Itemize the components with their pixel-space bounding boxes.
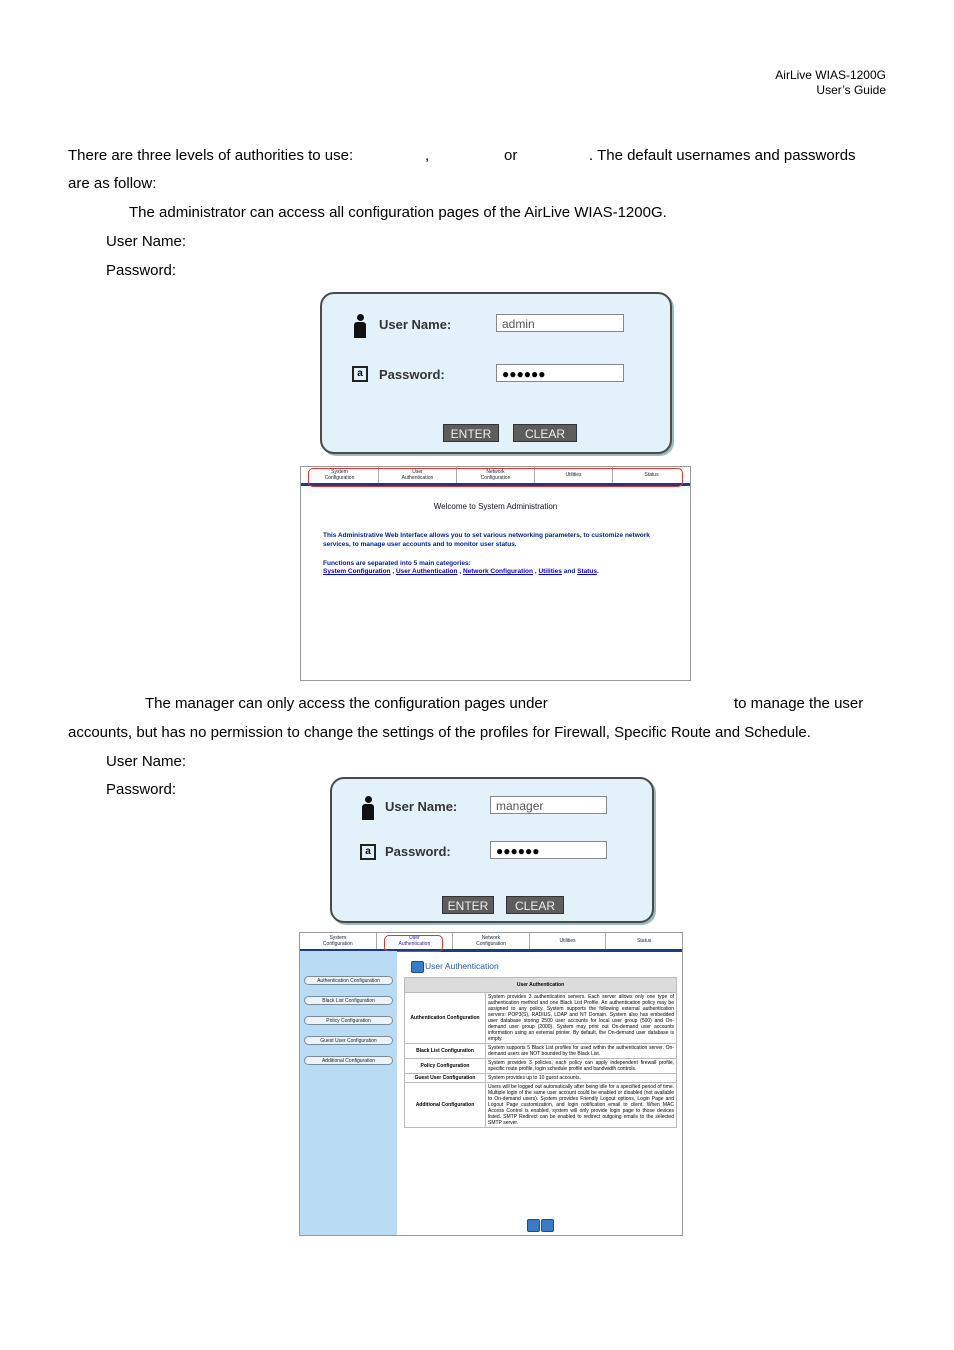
row-value: System supports 5 Black List profiles for used within the authentication server. On-demand users are NOT bounded by the Black List.	[486, 1044, 677, 1059]
welcome-p2: Functions are separated into 5 main categories:	[323, 560, 471, 567]
manager-pass-label: Password:	[106, 781, 177, 798]
user-icon	[362, 796, 374, 820]
nav-highlight	[308, 468, 683, 487]
password-icon: a	[352, 366, 368, 382]
ua-table	[404, 977, 677, 1128]
ua-table-title: User Authentication	[405, 978, 677, 993]
nav-status[interactable]: Status	[644, 472, 659, 478]
user-authentication-icon	[411, 961, 424, 973]
admin-pass-label: Password:	[106, 262, 177, 279]
link-network-configuration[interactable]: Network Configuration	[462, 568, 533, 575]
top-icon[interactable]	[541, 1219, 554, 1232]
sidebar-authentication-configuration[interactable]: Authentication Configuration	[304, 976, 393, 985]
sidebar-policy-configuration[interactable]: Policy Configuration	[304, 1016, 393, 1025]
home-icon[interactable]	[527, 1219, 540, 1232]
intro-line1-a: There are three levels of authorities to use:	[68, 147, 354, 164]
manager-desc-line2: accounts, but has no permission to change the settings of the profiles for Firewall, Specific Route and Schedule.	[68, 724, 811, 741]
nav-user-authentication[interactable]: User Authentication	[379, 467, 457, 483]
row-value: System provides up to 10 guest accounts.	[486, 1074, 677, 1083]
clear-button[interactable]: CLEAR	[513, 424, 577, 442]
table-row	[405, 1044, 677, 1059]
table-row	[405, 993, 677, 1044]
welcome-p1: This Administrative Web Interface allows you to set various networking parameters, to customize network services, to manage user accounts and to monitor user status.	[323, 532, 650, 548]
manager-desc-a: The manager can only access the configuration pages under	[145, 695, 548, 712]
login-user-label: User Name:	[379, 317, 452, 332]
user-icon	[354, 314, 366, 338]
nav-utilities[interactable]: Utilities	[530, 933, 607, 949]
nav-status[interactable]: Status	[637, 938, 652, 944]
intro-line1-b: ,	[425, 147, 430, 164]
nav-user-authentication[interactable]: User Authentication	[377, 933, 454, 949]
enter-button[interactable]: ENTER	[443, 424, 499, 442]
intro-line1-c: or	[504, 147, 518, 164]
header-product: AirLive WIAS-1200G	[775, 68, 886, 82]
row-key: Black List Configuration	[405, 1044, 486, 1059]
login-pass-input[interactable]: ●●●●●●	[496, 364, 624, 382]
nav-system-configuration[interactable]: System Configuration	[300, 933, 377, 949]
nav-highlight	[384, 935, 443, 952]
nav-network-configuration[interactable]: Network Configuration	[453, 933, 530, 949]
welcome-title: Welcome to System Administration	[433, 502, 558, 511]
nav-utilities[interactable]: Utilities	[535, 467, 613, 483]
row-value: System provides 3 policies, each policy can apply independent firewall profile, specific route profile, login schedule profile and bandwidth controls.	[486, 1059, 677, 1074]
manager-login-panel	[330, 777, 654, 923]
login-user-input[interactable]: admin	[496, 314, 624, 332]
admin-desc: The administrator can access all configuration pages of the AirLive WIAS-1200G.	[129, 204, 667, 221]
manager-desc-b: to manage the user	[734, 695, 864, 712]
intro-line2: are as follow:	[68, 175, 157, 192]
link-status[interactable]: Status	[577, 568, 597, 575]
header-guide: User’s Guide	[816, 83, 886, 97]
user-authentication-frame	[299, 932, 683, 1236]
table-row	[405, 1059, 677, 1074]
nav-bar	[300, 933, 682, 952]
nav-network-configuration[interactable]: Network Configuration	[457, 467, 535, 483]
sidebar-guest-user-configuration[interactable]: Guest User Configuration	[304, 1036, 393, 1045]
table-row	[405, 1083, 677, 1128]
sidebar-additional-configuration[interactable]: Additional Configuration	[304, 1056, 393, 1065]
row-value: Users will be logged out automatically after being idle for a specified period of time. Multiple login of the same user account could be enabled or disabled (not available to On-demand users). System provides Friendly Logout options, Login Page and Logout Page customization, and login notification email to client. When MAC Access Control is enabled, system will only provide login page to those devices listed. SMTP Redirect can be enabled to redirect outgoing emails to the selected SMTP server.	[486, 1083, 677, 1128]
table-row	[405, 1074, 677, 1083]
login-pass-label: Password:	[379, 367, 445, 382]
ua-heading: User Authentication	[425, 961, 499, 971]
link-user-authentication[interactable]: User Authentication	[395, 568, 458, 575]
row-key: Policy Configuration	[405, 1059, 486, 1074]
login-user-label: User Name:	[385, 799, 458, 814]
nav-system-configuration[interactable]: System Configuration	[301, 467, 379, 483]
row-key: Additional Configuration	[405, 1083, 486, 1128]
admin-login-panel	[320, 292, 672, 454]
clear-button[interactable]: CLEAR	[506, 896, 564, 914]
login-user-input[interactable]: manager	[490, 796, 607, 814]
row-key: Guest User Configuration	[405, 1074, 486, 1083]
enter-button[interactable]: ENTER	[442, 896, 494, 914]
sidebar-black-list-configuration[interactable]: Black List Configuration	[304, 996, 393, 1005]
link-utilities[interactable]: Utilities	[538, 568, 562, 575]
admin-welcome-frame	[300, 466, 691, 681]
login-pass-input[interactable]: ●●●●●●	[490, 841, 607, 859]
link-system-configuration[interactable]: System Configuration	[323, 568, 391, 575]
sidebar	[300, 951, 397, 1235]
manager-user-label: User Name:	[106, 753, 187, 770]
row-key: Authentication Configuration	[405, 993, 486, 1044]
welcome-links: System Configuration , User Authentication , Network Configuration , Utilities and Status.	[323, 568, 599, 575]
admin-user-label: User Name:	[106, 233, 187, 250]
row-value: System provides 3 authentication servers. Each server allows only one type of authentication method and one Black List Profile. An authentication policy may be assigned to any policy. System supports the following external authentication servers: POP3(S), RADIUS, LDAP and NT Domain. System also has embedded user database storing 2500 user accounts for local user group (500) and On-demand user group (2000). System may print out On-demand user accounts information using an external printer. By default, the On-demand user database is empty.	[486, 993, 677, 1044]
login-pass-label: Password:	[385, 844, 451, 859]
password-icon: a	[360, 844, 376, 860]
intro-line1-d: . The default usernames and passwords	[589, 147, 856, 164]
